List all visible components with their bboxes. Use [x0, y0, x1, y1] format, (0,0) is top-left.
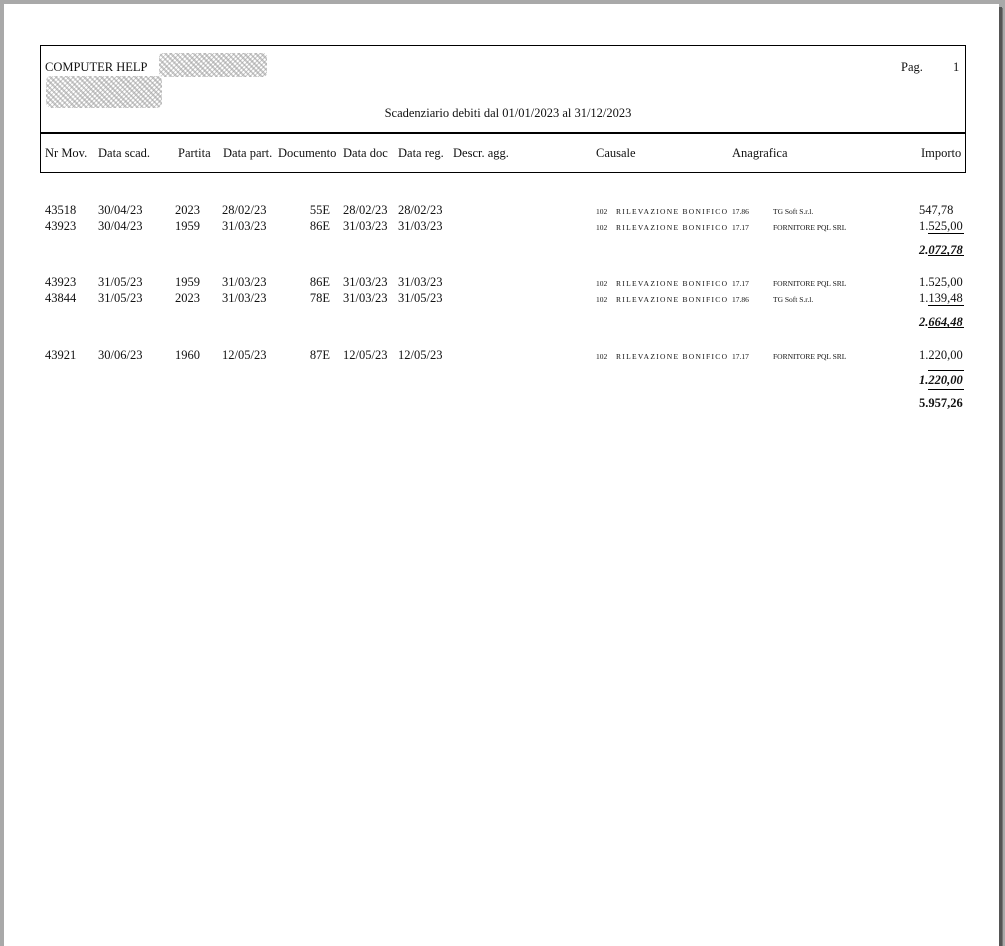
cell-documento: 86E	[309, 219, 330, 233]
cell-data-reg: 31/05/23	[398, 291, 443, 305]
subtotal-amount: 1.220,00	[919, 373, 963, 387]
cell-partita: 2023	[175, 203, 200, 217]
cell-nr-mov: 43844	[45, 291, 77, 305]
cell-causale-num: 17.17	[732, 279, 749, 288]
subtotal-rule	[928, 370, 964, 371]
cell-nr-mov: 43923	[45, 275, 77, 289]
redacted-address	[46, 76, 162, 108]
cell-causale-desc: RILEVAZIONE BONIFICO	[616, 207, 729, 216]
cell-causale-num: 17.17	[732, 352, 749, 361]
cell-causale-num: 17.86	[732, 207, 749, 216]
col-partita: Partita	[178, 146, 211, 160]
col-anagrafica: Anagrafica	[732, 146, 788, 160]
cell-data-reg: 28/02/23	[398, 203, 443, 217]
cell-anagrafica: FORNITORE PQL SRL	[773, 279, 847, 288]
cell-anagrafica: TG Soft S.r.l.	[773, 207, 814, 216]
cell-documento: 55E	[309, 203, 330, 217]
table-row	[4, 291, 999, 307]
cell-causale-code: 102	[596, 279, 608, 288]
cell-anagrafica: FORNITORE PQL SRL	[773, 223, 847, 232]
cell-causale-desc: RILEVAZIONE BONIFICO	[616, 295, 729, 304]
cell-importo: 1.525,00	[919, 275, 963, 289]
cell-data-part: 31/03/23	[222, 291, 267, 305]
cell-data-doc: 31/03/23	[343, 291, 388, 305]
cell-importo: 547,78	[919, 203, 954, 217]
page-label: Pag.	[901, 60, 923, 74]
subtotal-amount: 2.664,48	[919, 315, 963, 329]
cell-causale-code: 102	[596, 352, 608, 361]
cell-data-scad: 30/04/23	[98, 219, 143, 233]
report-header	[40, 45, 966, 173]
subtotal-amount: 2.072,78	[919, 243, 963, 257]
cell-partita: 1959	[175, 275, 200, 289]
grand-total-amount: 5.957,26	[919, 396, 963, 410]
cell-anagrafica: TG Soft S.r.l.	[773, 295, 814, 304]
col-causale: Causale	[596, 146, 636, 160]
report-page	[4, 4, 999, 946]
cell-data-scad: 31/05/23	[98, 291, 143, 305]
col-importo: Importo	[921, 146, 962, 160]
cell-importo: 1.139,48	[919, 291, 963, 305]
cell-nr-mov: 43921	[45, 348, 77, 362]
cell-data-part: 12/05/23	[222, 348, 267, 362]
cell-documento: 78E	[309, 291, 330, 305]
cell-data-part: 28/02/23	[222, 203, 267, 217]
cell-causale-desc: RILEVAZIONE BONIFICO	[616, 352, 729, 361]
col-data-part: Data part.	[223, 146, 273, 160]
company-name: COMPUTER HELP	[45, 60, 148, 74]
table-row	[4, 219, 999, 235]
table-row	[4, 203, 999, 219]
cell-documento: 86E	[309, 275, 330, 289]
table-row	[4, 348, 999, 364]
page-number: 1	[953, 60, 960, 74]
cell-data-scad: 30/04/23	[98, 203, 143, 217]
table-row	[4, 275, 999, 291]
subtotal-rule	[928, 233, 964, 234]
col-descr-agg: Descr. agg.	[453, 146, 509, 160]
cell-causale-num: 17.86	[732, 295, 749, 304]
cell-causale-code: 102	[596, 223, 608, 232]
cell-data-part: 31/03/23	[222, 219, 267, 233]
cell-causale-code: 102	[596, 295, 608, 304]
subtotal-rule	[928, 389, 964, 390]
header-divider	[41, 132, 965, 134]
cell-anagrafica: FORNITORE PQL SRL	[773, 352, 847, 361]
cell-data-reg: 12/05/23	[398, 348, 443, 362]
cell-data-scad: 31/05/23	[98, 275, 143, 289]
report-title: Scadenziario debiti dal 01/01/2023 al 31/12/2023	[384, 106, 632, 120]
cell-data-doc: 31/03/23	[343, 275, 388, 289]
cell-importo: 1.525,00	[919, 219, 963, 233]
col-nr-mov: Nr Mov.	[45, 146, 88, 160]
cell-data-reg: 31/03/23	[398, 219, 443, 233]
cell-data-doc: 12/05/23	[343, 348, 388, 362]
cell-partita: 1959	[175, 219, 200, 233]
cell-partita: 2023	[175, 291, 200, 305]
redacted-text	[159, 53, 267, 77]
cell-causale-desc: RILEVAZIONE BONIFICO	[616, 223, 729, 232]
cell-nr-mov: 43923	[45, 219, 77, 233]
cell-importo: 1.220,00	[919, 348, 963, 362]
col-data-scad: Data scad.	[98, 146, 151, 160]
cell-data-doc: 28/02/23	[343, 203, 388, 217]
cell-partita: 1960	[175, 348, 200, 362]
cell-causale-num: 17.17	[732, 223, 749, 232]
cell-causale-code: 102	[596, 207, 608, 216]
cell-documento: 87E	[309, 348, 330, 362]
cell-nr-mov: 43518	[45, 203, 77, 217]
cell-data-part: 31/03/23	[222, 275, 267, 289]
cell-data-scad: 30/06/23	[98, 348, 143, 362]
col-data-reg: Data reg.	[398, 146, 444, 160]
subtotal-rule	[928, 305, 964, 306]
col-documento: Documento	[278, 146, 337, 160]
cell-data-doc: 31/03/23	[343, 219, 388, 233]
cell-causale-desc: RILEVAZIONE BONIFICO	[616, 279, 729, 288]
col-data-doc: Data doc	[343, 146, 388, 160]
cell-data-reg: 31/03/23	[398, 275, 443, 289]
